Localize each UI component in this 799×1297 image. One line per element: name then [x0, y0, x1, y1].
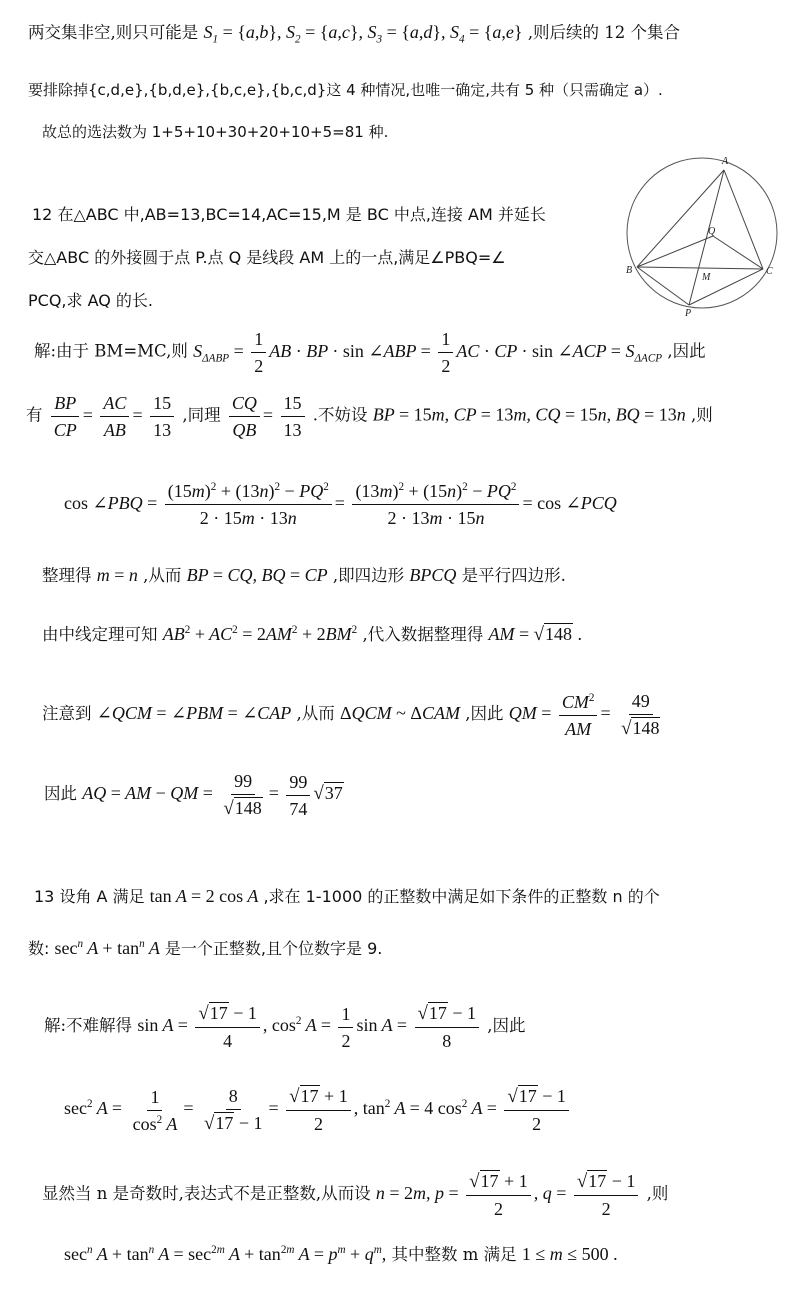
- math-ratio-cq-qb: $\frac{CQ}{QB}$ = $\frac{15}{13}$: [226, 405, 308, 425]
- text-segment: 两交集非空,则只可能是: [28, 23, 199, 42]
- solution-13-line-4: [64, 1242, 618, 1267]
- math-sec-tan-expression: $\sec^n A + \tan^n A$: [54, 938, 160, 958]
- text-segment: 显然当 n 是奇数时,表达式不是正整数,从而设: [42, 1184, 371, 1204]
- math-area-equality: $S_{\Delta ABP}$ = $\frac{1}{2}$ AB · BP · sin ∠ABP = $\frac{1}{2}$ AC · CP · sin ∠ACP = $S_{\Delta ACP}$: [193, 329, 663, 376]
- solution-13-line-2: [64, 1085, 572, 1135]
- text-segment: 其中整数 m 满足: [391, 1245, 517, 1264]
- math-sets: $S_1 = \{a,b\}$, $S_2 = \{a,c\}$, $S_3 = \{a,d\}$, $S_4 = \{a,e\}$: [203, 22, 523, 46]
- text-segment: 12 在△ABC 中,AB=13,BC=14,AC=15,M 是 BC 中点,连接 AM 并延长: [32, 205, 546, 224]
- text-line-1: [28, 20, 680, 45]
- text-segment: ,代入数据整理得: [362, 625, 484, 644]
- text-segment: 解:不难解得: [44, 1016, 133, 1036]
- problem-12-line-2: [28, 246, 506, 270]
- text-segment: ,则后续的 12 个集合: [527, 23, 681, 42]
- side-ac: [724, 170, 763, 269]
- text-segment: ,则: [646, 1184, 669, 1204]
- geometry-figure: [620, 150, 790, 320]
- math-angle-equality: ∠QCM = ∠PBM = ∠CAP: [96, 703, 292, 724]
- math-power-identity: $\sec^n A + \tan^n A = \sec^{2m} A + \tan^{2m} A = p^m + q^m$,: [64, 1244, 387, 1264]
- solution-12-line-1: [34, 328, 706, 377]
- problem-13-line-1: [34, 884, 660, 909]
- text-segment: 因此: [44, 784, 77, 804]
- math-tan-condition: tan A = 2 cos A: [149, 886, 259, 906]
- text-segment: 解:由于 BM=MC,则: [34, 341, 188, 361]
- problem-12-line-3: [28, 289, 153, 313]
- problem-13-line-2: [28, 936, 382, 961]
- text-segment: 是平行四边形.: [461, 566, 566, 585]
- segment-bp: [637, 267, 689, 305]
- text-segment: PCQ,求 AQ 的长.: [28, 291, 154, 310]
- segment-cp: [689, 269, 763, 305]
- label-a: A: [722, 156, 729, 167]
- solution-12-line-4: [42, 563, 566, 588]
- text-segment: ,从而: [296, 704, 335, 724]
- text-segment: 交△ABC 的外接圆于点 P.点 Q 是线段 AM 上的一点,满足∠PBQ=∠: [28, 248, 506, 267]
- circumcircle: [627, 158, 777, 308]
- text-segment: 有: [26, 405, 43, 425]
- text-segment: ,即四边形: [332, 566, 405, 585]
- text-segment: .不妨设: [312, 405, 368, 425]
- text-line-3: [42, 120, 388, 144]
- text-segment: ,因此: [667, 341, 706, 361]
- math-cosine-law: cos ∠PBQ = $\frac{(15m)^2 + (13n)^2 - PQ^2}{2 \cdot 15m \cdot 13n}$ = $\frac{(13m)^2 + (15n)^2 - PQ^2}{2 \cdot 13m \cdot 15n}$ = cos ∠PCQ: [64, 481, 617, 528]
- math-quadrilateral: BPCQ: [409, 565, 457, 585]
- label-b: B: [626, 265, 633, 276]
- text-segment: ,因此: [487, 1016, 526, 1036]
- text-segment: ,同理: [182, 405, 221, 425]
- text-segment: 故总的选法数为 1+5+10+30+20+10+5=81 种.: [42, 123, 389, 141]
- math-similar-triangles: ΔQCM ~ ΔCAM: [340, 703, 460, 724]
- label-m: M: [702, 272, 711, 283]
- side-bc: [637, 267, 763, 269]
- math-aq-result: AQ = AM − QM = $\frac{99}{√148}$ = $\frac{99}{74}$ √37: [82, 771, 343, 819]
- text-segment: 13 设角 A 满足: [34, 887, 145, 906]
- segment-bq: [637, 236, 713, 267]
- text-segment: ,从而: [143, 566, 182, 585]
- text-segment: 由中线定理可知: [42, 625, 158, 644]
- math-sec-tan-squared: $\sec^2 A$ = $\frac{1}{\cos^2 A}$ = $\frac{8}{√17 - 1}$ = $\frac{√17 + 1}{2}$ , $\tan^2 A = 4$ $\cos^2 A$ = $\frac{√17 - 1}{2}$: [64, 1098, 572, 1118]
- text-segment: ,因此: [465, 704, 504, 724]
- text-line-2: [28, 78, 663, 102]
- segment-cq: [713, 236, 763, 269]
- solution-12-line-2: [26, 392, 713, 441]
- math-equal-segments: BP = CQ, BQ = CP: [186, 565, 328, 585]
- text-segment: 数:: [28, 939, 50, 958]
- math-substitution: n = 2m, p = $\frac{√17 + 1}{2}$ , q = $\frac{√17 - 1}{2}$: [376, 1183, 642, 1203]
- math-median-theorem: $AB^2 + AC^2 = 2AM^2 + 2BM^2$: [162, 624, 358, 644]
- text-segment: 是一个正整数,且个位数字是 9.: [164, 939, 383, 958]
- math-sin-cos-values: sin A = $\frac{√17 - 1}{4}$ , $\cos^2 A$ = $\frac{1}{2}$ sin A = $\frac{√17 - 1}{8}$: [137, 1015, 482, 1035]
- math-qm-value: QM = $\frac{CM^2}{AM}$ = $\frac{49}{√148}$: [508, 691, 660, 739]
- circumcircle-diagram: [620, 150, 790, 320]
- label-p: P: [685, 308, 692, 319]
- label-c: C: [766, 266, 773, 277]
- text-segment: 注意到: [42, 704, 92, 724]
- math-ratio-bp-cp: $\frac{BP}{CP}$ = $\frac{AC}{AB}$ = $\frac{15}{13}$: [48, 405, 177, 425]
- text-segment: ,则: [691, 405, 713, 425]
- math-cosine-equation: [64, 480, 617, 529]
- solution-13-line-1: [44, 1002, 526, 1052]
- solution-12-line-7: [44, 770, 344, 820]
- solution-13-line-3: [42, 1170, 668, 1220]
- text-segment: ,求在 1-1000 的正整数中满足如下条件的正整数 n 的个: [263, 887, 660, 906]
- math-m-range: 1 ≤ m ≤ 500 .: [521, 1244, 618, 1264]
- text-segment: 要排除掉{c,d,e},{b,d,e},{b,c,e},{b,c,d}这 4 种情况,也唯一确定,共有 5 种（只需确定 a）.: [28, 81, 663, 99]
- math-am-value: AM = √148 .: [488, 624, 582, 645]
- text-segment: 整理得: [42, 566, 92, 585]
- math-assumption: BP = 15m, CP = 13m, CQ = 15n, BQ = 13n: [372, 404, 686, 425]
- problem-12-line-1: [32, 203, 546, 227]
- label-q: Q: [708, 226, 716, 237]
- math-m-equals-n: m = n: [96, 565, 138, 585]
- solution-12-line-5: [42, 622, 582, 647]
- solution-12-line-6: [42, 690, 666, 740]
